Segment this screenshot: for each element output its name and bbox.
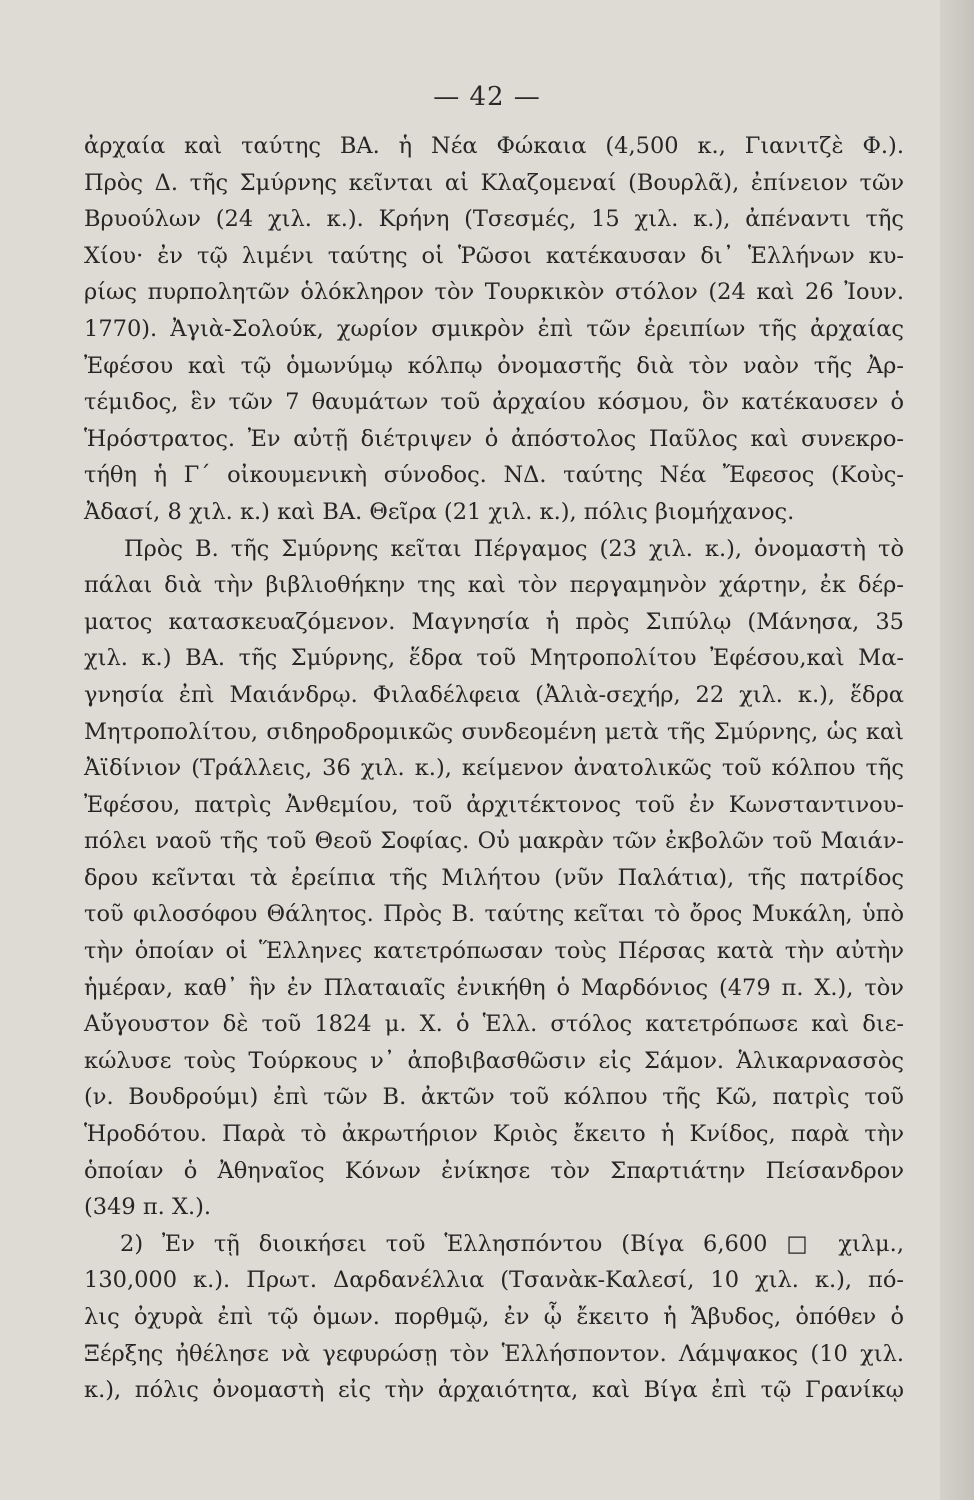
text-line: 130,000 κ.). Πρωτ. Δαρδανέλλια (Τσανὰκ-Καλεσί, 10 χιλ. κ.), πό- xyxy=(84,1267,904,1294)
text-line: τήθη ἡ Γ´ οἰκουμενικὴ σύνοδος. ΝΔ. ταύτης Νέα Ἔφεσος (Κοὺς- xyxy=(84,462,904,489)
text-line: πάλαι διὰ τὴν βιβλιοθήκην της καὶ τὸν περγαμηνὸν χάρτην, ἐκ δέρ- xyxy=(84,572,904,599)
page-number: — 42 — xyxy=(433,82,541,112)
text-line: ρίως πυρπολητῶν ὁλόκληρον τὸν Τουρκικὸν στόλον (24 καὶ 26 Ἰουν. xyxy=(84,279,904,306)
text-line: 1770). Ἀγιὰ-Σολούκ, χωρίον σμικρὸν ἐπὶ τῶν ἐρειπίων τῆς ἀρχαίας xyxy=(84,315,904,342)
paragraph-first-line: Πρὸς Β. τῆς Σμύρνης κεῖται Πέργαμος (23 χιλ. κ.), ὀνομαστὴ τὸ xyxy=(124,535,904,562)
text-line: Πρὸς Δ. τῆς Σμύρνης κεῖνται αἱ Κλαζομεναί (Βουρλᾶ), ἐπίνειον τῶν xyxy=(84,169,904,196)
text-line: Ἀδασί, 8 χιλ. κ.) καὶ ΒΑ. Θεῖρα (21 χιλ. κ.), πόλις βιομήχανος. xyxy=(84,498,795,525)
text-line: Ἀϊδίνιον (Τράλλεις, 36 χιλ. κ.), κείμενον ἀνατολικῶς τοῦ κόλπου τῆς xyxy=(84,755,904,782)
text-line: Ἡροδότου. Παρὰ τὸ ἀκρωτήριον Κριὸς ἔκειτο ἡ Κνίδος, παρὰ τὴν xyxy=(84,1121,904,1148)
text-line: λις ὀχυρὰ ἐπὶ τῷ ὁμων. πορθμῷ, ἐν ᾧ ἔκειτο ἡ Ἄβυδος, ὁπόθεν ὁ xyxy=(84,1304,904,1330)
page-gutter-shadow xyxy=(940,0,974,1500)
text-line: Ἐφέσου καὶ τῷ ὁμωνύμῳ κόλπῳ ὀνομαστῆς διὰ τὸν ναὸν τῆς Ἀρ- xyxy=(84,352,904,379)
text-line: ὁποίαν ὁ Ἀθηναῖος Κόνων ἐνίκησε τὸν Σπαρτιάτην Πείσανδρον xyxy=(84,1157,904,1184)
text-line: (349 π. Χ.). xyxy=(84,1194,212,1221)
text-line: χιλ. κ.) ΒΑ. τῆς Σμύρνης, ἕδρα τοῦ Μητροπολίτου Ἐφέσου,καὶ Μα- xyxy=(84,645,904,672)
text-line: κ.), πόλις ὀνομαστὴ εἰς τὴν ἀρχαιότητα, καὶ Βίγα ἐπὶ τῷ Γρανίκῳ xyxy=(84,1377,904,1404)
text-line: Μητροπολίτου, σιδηροδρομικῶς συνδεομένη μετὰ τῆς Σμύρνης, ὡς καὶ xyxy=(84,718,904,745)
text-line: (ν. Βουδρούμι) ἐπὶ τῶν Β. ἀκτῶν τοῦ κόλπου τῆς Κῶ, πατρὶς τοῦ xyxy=(84,1084,904,1111)
text-line: Βρυούλων (24 χιλ. κ.). Κρήνη (Τσεσμές, 15 χιλ. κ.), ἀπέναντι τῆς xyxy=(84,206,904,233)
text-line: κώλυσε τοὺς Τούρκους ν᾽ ἀποβιβασθῶσιν εἰς Σάμον. Ἁλικαρνασσὸς xyxy=(84,1047,904,1074)
text-line: τοῦ φιλοσόφου Θάλητος. Πρὸς Β. ταύτης κεῖται τὸ ὄρος Μυκάλη, ὑπὸ xyxy=(84,901,904,928)
text-line: ἀρχαία καὶ ταύτης ΒΑ. ἡ Νέα Φώκαια (4,500 κ., Γιανιτζὲ Φ.). xyxy=(84,133,904,159)
text-line: Ξέρξης ἠθέλησε νὰ γεφυρώσῃ τὸν Ἑλλήσποντον. Λάμψακος (10 χιλ. xyxy=(84,1340,904,1367)
text-line: Χίου· ἐν τῷ λιμένι ταύτης οἱ Ῥῶσοι κατέκαυσαν δι᾽ Ἑλλήνων κυ- xyxy=(84,242,904,269)
text-line: τὴν ὁποίαν οἱ Ἕλληνες κατετρόπωσαν τοὺς Πέρσας κατὰ τὴν αὐτὴν xyxy=(84,938,904,965)
text-line: ἡμέραν, καθ᾽ ἣν ἐν Πλαταιαῖς ἐνικήθη ὁ Μαρδόνιος (479 π. Χ.), τὸν xyxy=(84,974,904,1001)
text-line: τέμιδος, ἓν τῶν 7 θαυμάτων τοῦ ἀρχαίου κόσμου, ὃν κατέκαυσεν ὁ xyxy=(84,389,904,416)
text-line: Αὔγουστον δὲ τοῦ 1824 μ. Χ. ὁ Ἑλλ. στόλος κατετρόπωσε καὶ διε- xyxy=(84,1011,904,1038)
text-line: δρου κεῖνται τὰ ἐρείπια τῆς Μιλήτου (νῦν Παλάτια), τῆς πατρίδος xyxy=(84,864,904,891)
text-line: Ἐφέσου, πατρὶς Ἀνθεμίου, τοῦ ἀρχιτέκτονος τοῦ ἐν Κωνσταντινου- xyxy=(84,791,904,818)
body-text xyxy=(84,128,904,1409)
text-line: γνησία ἐπὶ Μαιάνδρῳ. Φιλαδέλφεια (Ἀλιὰ-σεχήρ, 22 χιλ. κ.), ἕδρα xyxy=(84,681,904,708)
paragraph-first-line: 2) Ἐν τῇ διοικήσει τοῦ Ἑλλησπόντου (Βίγα 6,600 □ χιλμ., xyxy=(120,1230,904,1257)
text-line: ματος κατασκευαζόμενον. Μαγνησία ἡ πρὸς Σιπύλῳ (Μάνησα, 35 xyxy=(84,608,904,635)
text-line: Ἡρόστρατος. Ἐν αὐτῇ διέτριψεν ὁ ἀπόστολος Παῦλος καὶ συνεκρο- xyxy=(84,425,904,452)
text-line: πόλει ναοῦ τῆς τοῦ Θεοῦ Σοφίας. Οὐ μακρὰν τῶν ἐκβολῶν τοῦ Μαιάν- xyxy=(84,828,904,855)
